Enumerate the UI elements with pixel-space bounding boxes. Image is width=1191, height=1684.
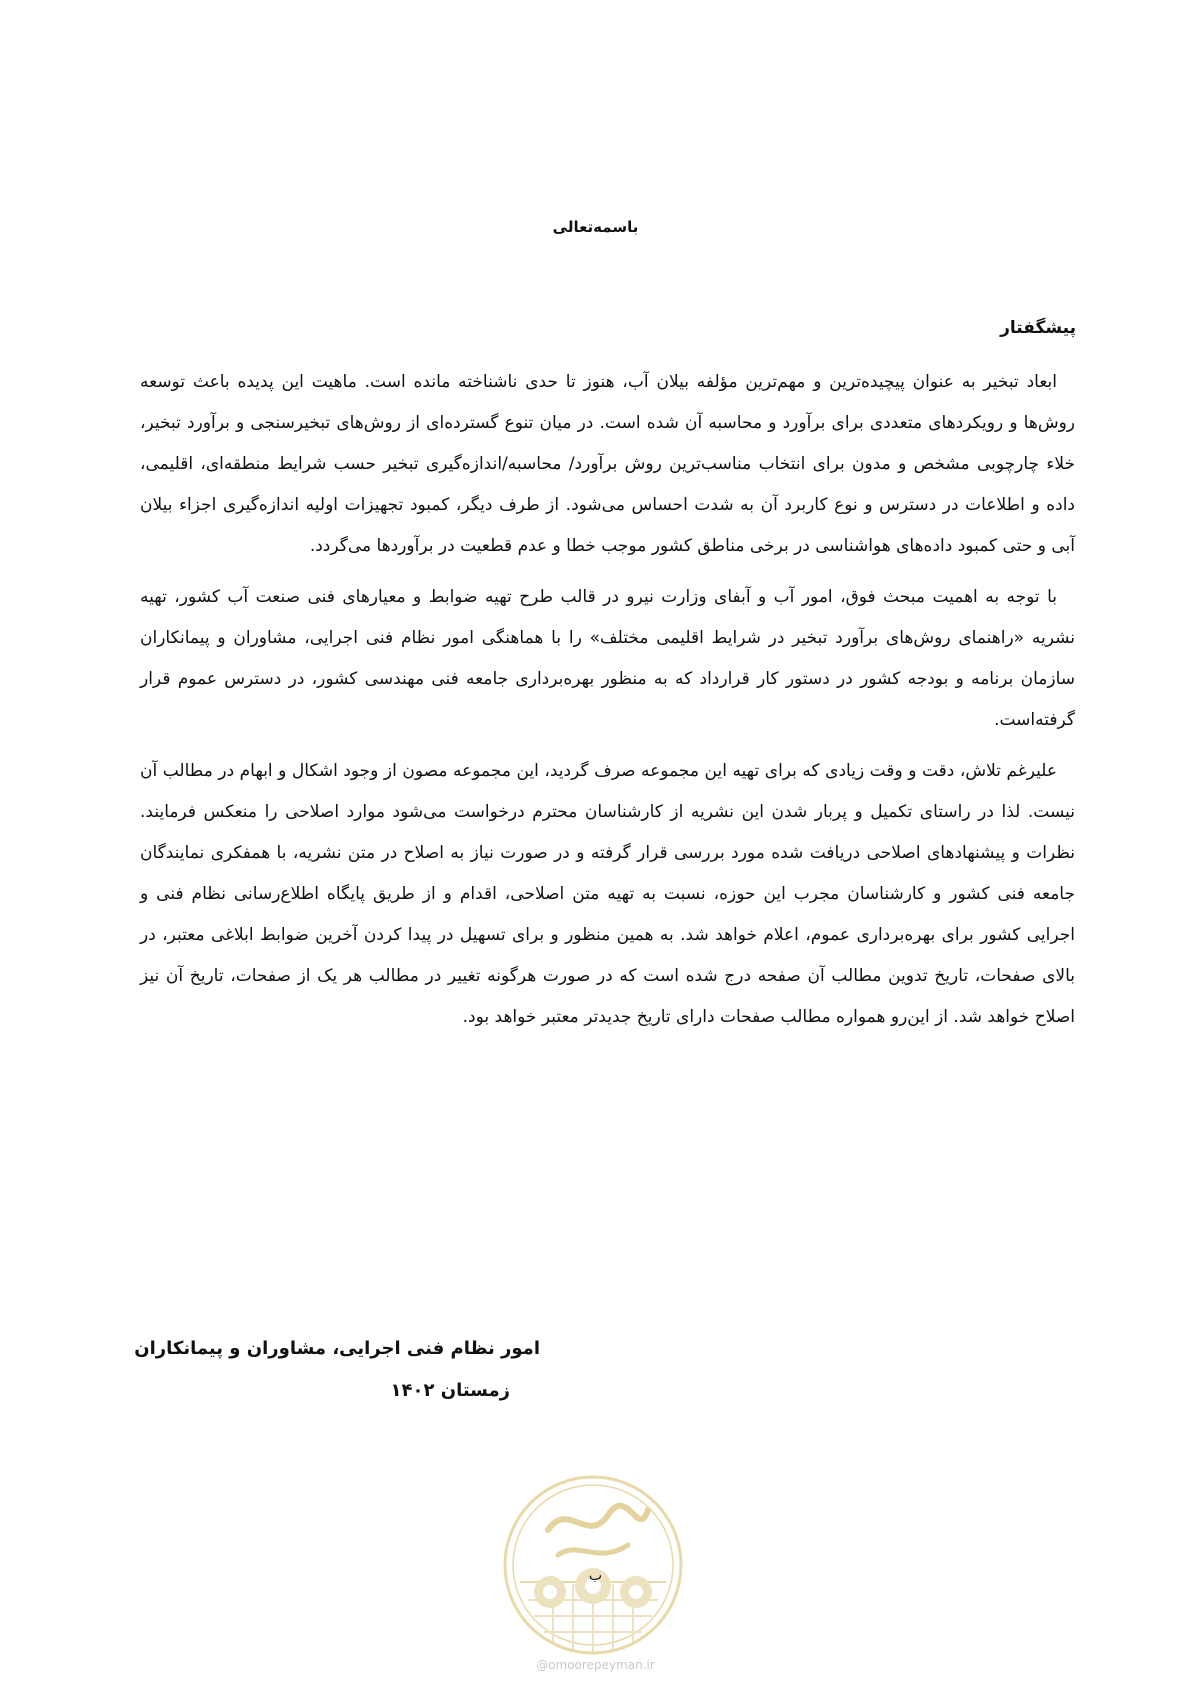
watermark-url: @omoorepeyman.ir xyxy=(536,1658,655,1672)
paragraph-3: علیرغم تلاش، دقت و وقت زیادی که برای تهیه این مجموعه صرف گردید، این مجموعه مصون از وجود اشکال و ابهام در مطالب آن نیست. لذا در راستای تکمیل و پربار شدن این نشریه از کارشناسان محترم درخواست می‌شود موارد اصلاحی را منعکس فرمایند. نظرات و پیشنهادهای اصلاحی دریافت شده مورد بررسی قرار گرفته و در صورت نیاز به اصلاح در متن نشریه، با همفکری نمایندگان جامعه فنی کشور و کارشناسان مجرب این حوزه، نسبت به تهیه متن اصلاحی، اقدام و از طریق پایگاه اطلاع‌رسانی نظام فنی و اجرایی کشور برای بهره‌برداری عموم، اعلام خواهد شد. به همین منظور و برای تسهیل در پیدا کردن آخرین ضوابط ابلاغی معتبر، در بالای صفحات، تاریخ تدوین مطالب آن صفحه درج شده است که در صورت هرگونه تغییر در مطالب هر یک از صفحات، تاریخ آن نیز اصلاح خواهد شد. از این‌رو همواره مطالب صفحات دارای تاریخ جدیدتر معتبر خواهد بود. xyxy=(140,761,1075,1027)
seal-logo xyxy=(498,1470,688,1660)
section-title: پیشگفتار xyxy=(1000,318,1076,338)
page-number: ب xyxy=(588,1568,603,1584)
signature-date: زمستان ۱۴۰۲ xyxy=(390,1380,510,1401)
basmala-heading: باسمه‌تعالی xyxy=(552,218,639,236)
body-text xyxy=(140,362,1075,1048)
paragraph-1: ابعاد تبخیر به عنوان پیچیده‌ترین و مهم‌ترین مؤلفه بیلان آب، هنوز تا حدی ناشناخته مانده است. ماهیت این پدیده باعث توسعه روش‌ها و رویکردهای متعددی برای برآورد و محاسبه آن شده است. در میان تنوع گسترده‌ای از روش‌های تبخیرسنجی و برآورد تبخیر، خلاء چارچوبی مشخص و مدون برای انتخاب مناسب‌ترین روش برآورد/ محاسبه/اندازه‌گیری تبخیر حسب شرایط منطقه‌ای، اقلیمی، داده و اطلاعات در دسترس و نوع کاربرد آن به شدت احساس می‌شود. از طرف دیگر، کمبود تجهیزات اولیه اندازه‌گیری اجزاء بیلان آبی و حتی کمبود داده‌های هواشناسی در برخی مناطق کشور موجب خطا و عدم قطعیت در برآوردها می‌گردد. xyxy=(140,372,1075,556)
signature-organization: امور نظام فنی اجرایی، مشاوران و پیمانکاران xyxy=(134,1338,540,1359)
paragraph-2: با توجه به اهمیت مبحث فوق، امور آب و آبفای وزارت نیرو در قالب طرح تهیه ضوابط و معیارهای فنی صنعت آب کشور، تهیه نشریه «راهنمای روش‌های برآورد تبخیر در شرایط اقلیمی مختلف» را با هماهنگی امور نظام فنی اجرایی، مشاوران و پیمانکاران سازمان برنامه و بودجه کشور در دستور کار قرارداد که به منظور بهره‌برداری جامعه فنی مهندسی کشور، در دسترس عموم قرار گرفته‌است. xyxy=(140,587,1075,730)
